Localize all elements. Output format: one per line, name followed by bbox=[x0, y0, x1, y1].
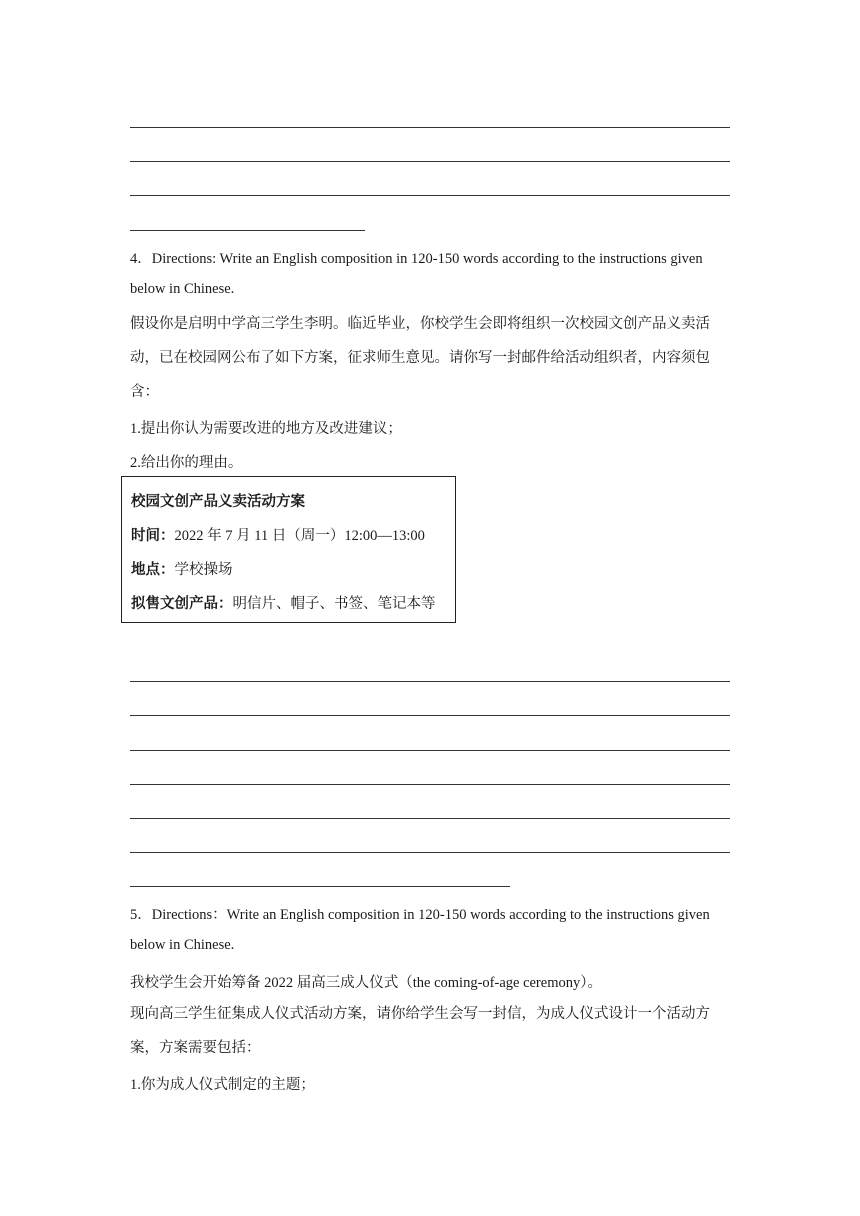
plan-products bbox=[131, 592, 436, 613]
plan-title: 校园文创产品义卖活动方案 bbox=[131, 494, 305, 510]
q5-directions-line1: 5．Directions：Write an English composition in 120-150 words according to the instructions given bbox=[130, 907, 710, 923]
q5-number: 5 bbox=[130, 907, 138, 923]
q5-line1: 我校学生会开始筹备 2022 届高三成人仪式（the coming-of-age ceremony）。 bbox=[130, 975, 602, 991]
plan-time-label: 时间： bbox=[131, 528, 175, 544]
q5-line2: 现向高三学生征集成人仪式活动方案，请你给学生会写一封信，为成人仪式设计一个活动方案，方案需要包括： bbox=[130, 1006, 710, 1056]
q5-point1: 1.你为成人仪式制定的主题； bbox=[130, 1077, 315, 1093]
answer-line[interactable] bbox=[130, 784, 730, 785]
answer-line[interactable] bbox=[130, 886, 510, 887]
answer-line[interactable] bbox=[130, 161, 730, 162]
q5-directions-line2: below in Chinese. bbox=[130, 937, 235, 953]
answer-line[interactable] bbox=[130, 715, 730, 716]
q4-point2: 2.给出你的理由。 bbox=[130, 455, 243, 471]
answer-line[interactable] bbox=[130, 818, 730, 819]
answer-line[interactable] bbox=[130, 750, 730, 751]
q4-number: 4 bbox=[130, 251, 138, 267]
plan-place-label: 地点： bbox=[131, 562, 175, 578]
plan-products-label: 拟售文创产品： bbox=[131, 596, 233, 612]
answer-line[interactable] bbox=[130, 127, 730, 128]
q4-scenario: 假设你是启明中学高三学生李明。临近毕业，你校学生会即将组织一次校园文创产品义卖活动，已在校园网公布了如下方案，征求师生意见。请你写一封邮件给活动组织者，内容须包含： bbox=[130, 316, 710, 400]
plan-place bbox=[131, 558, 233, 579]
plan-products-value: 明信片、帽子、书签、笔记本等 bbox=[232, 596, 436, 612]
answer-line[interactable] bbox=[130, 852, 730, 853]
plan-box bbox=[121, 476, 456, 623]
answer-line[interactable] bbox=[130, 195, 730, 196]
plan-time bbox=[131, 524, 425, 545]
answer-line[interactable] bbox=[130, 681, 730, 682]
q4-directions-line2: below in Chinese. bbox=[130, 281, 235, 297]
plan-place-value: 学校操场 bbox=[174, 562, 233, 578]
q4-point1: 1.提出你认为需要改进的地方及改进建议； bbox=[130, 421, 402, 437]
plan-time-value: 2022 年 7 月 11 日（周一）12:00—13:00 bbox=[174, 528, 425, 544]
answer-line[interactable] bbox=[130, 230, 365, 231]
q4-directions-line1: 4．Directions: Write an English composition in 120-150 words according to the instructions given bbox=[130, 251, 703, 267]
